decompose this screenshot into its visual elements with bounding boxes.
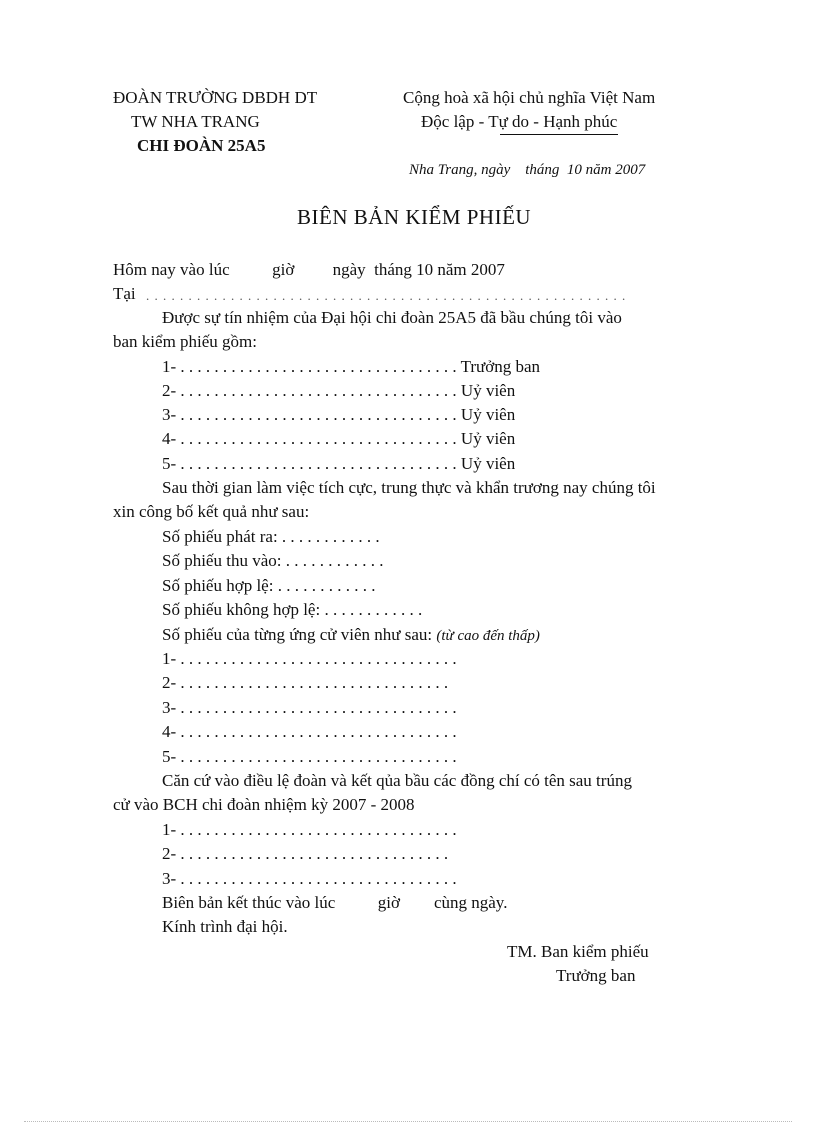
paragraph2-line1: Sau thời gian làm việc tích cực, trung thực và khẩn trương nay chúng tôi (162, 478, 656, 497)
org-name-line3: CHI ĐOÀN 25A5 (137, 136, 266, 155)
stat-valid: Số phiếu hợp lệ: . . . . . . . . . . . . (162, 576, 376, 595)
national-motto-line1: Cộng hoà xã hội chủ nghĩa Việt Nam (403, 88, 656, 107)
per-candidate-note: (từ cao đến thấp) (436, 628, 540, 644)
committee-member-3: 3- . . . . . . . . . . . . . . . . . . . . . . . . . . . . . . . . . Uỷ viên (162, 405, 516, 424)
closing-line: Biên bản kết thúc vào lúc giờ cùng ngày. (162, 893, 508, 912)
per-candidate-label: Số phiếu của từng ứng cử viên như sau: (162, 625, 437, 644)
committee-member-2: 2- . . . . . . . . . . . . . . . . . . . . . . . . . . . . . . . . . Uỷ viên (162, 381, 516, 400)
document-title: BIÊN BẢN KIỂM PHIẾU (297, 205, 532, 229)
committee-member-1: 1- . . . . . . . . . . . . . . . . . . . . . . . . . . . . . . . . . Trưởng ban (162, 357, 541, 376)
page-bottom-rule (24, 1121, 792, 1122)
national-motto-line2: Độc lập - Tự do - Hạnh phúc (421, 112, 618, 131)
org-name-line1: ĐOÀN TRƯỜNG DBDH DT (113, 88, 318, 107)
paragraph1-line1: Được sự tín nhiệm của Đại hội chi đoàn 25A5 đã bầu chúng tôi vào (162, 308, 622, 327)
paragraph3-line2: cử vào BCH chi đoàn nhiệm kỳ 2007 - 2008 (113, 795, 415, 814)
stat-collected: Số phiếu thu vào: . . . . . . . . . . . . (162, 551, 384, 570)
date-line: Nha Trang, ngày tháng 10 năm 2007 (409, 162, 646, 178)
elected-2: 2- . . . . . . . . . . . . . . . . . . . . . . . . . . . . . . . . (162, 844, 449, 863)
candidate-5: 5- . . . . . . . . . . . . . . . . . . . . . . . . . . . . . . . . . (162, 747, 457, 766)
paragraph1-line2: ban kiểm phiếu gồm: (113, 332, 258, 351)
candidate-2: 2- . . . . . . . . . . . . . . . . . . . . . . . . . . . . . . . . (162, 673, 449, 692)
stat-issued: Số phiếu phát ra: . . . . . . . . . . . . (162, 527, 380, 546)
place-dots: . . . . . . . . . . . . . . . . . . . . . . . . . . . . . . . . . . . . . . . . . . . . . . . . . . . . . . . . . (146, 288, 627, 303)
paragraph3-line1: Căn cứ vào điều lệ đoàn và kết qủa bầu các đồng chí có tên sau trúng (162, 771, 632, 790)
elected-1: 1- . . . . . . . . . . . . . . . . . . . . . . . . . . . . . . . . . (162, 820, 457, 839)
signature-line2: Trưởng ban (556, 966, 636, 985)
candidate-4: 4- . . . . . . . . . . . . . . . . . . . . . . . . . . . . . . . . . (162, 722, 457, 741)
candidate-3: 3- . . . . . . . . . . . . . . . . . . . . . . . . . . . . . . . . . (162, 698, 457, 717)
committee-member-5: 5- . . . . . . . . . . . . . . . . . . . . . . . . . . . . . . . . . Uỷ viên (162, 454, 516, 473)
committee-member-4: 4- . . . . . . . . . . . . . . . . . . . . . . . . . . . . . . . . . Uỷ viên (162, 429, 516, 448)
per-candidate-line (162, 625, 540, 646)
motto-underline (500, 134, 618, 135)
respect-line: Kính trình đại hội. (162, 917, 288, 936)
org-name-line2: TW NHA TRANG (131, 112, 260, 131)
candidate-1: 1- . . . . . . . . . . . . . . . . . . . . . . . . . . . . . . . . . (162, 649, 457, 668)
time-line: Hôm nay vào lúc giờ ngày tháng 10 năm 2007 (113, 260, 505, 279)
stat-invalid: Số phiếu không hợp lệ: . . . . . . . . . . . . (162, 600, 423, 619)
paragraph2-line2: xin công bố kết quả như sau: (113, 502, 310, 521)
place-label: Tại (113, 284, 136, 303)
elected-3: 3- . . . . . . . . . . . . . . . . . . . . . . . . . . . . . . . . . (162, 869, 457, 888)
signature-line1: TM. Ban kiểm phiếu (507, 942, 649, 961)
